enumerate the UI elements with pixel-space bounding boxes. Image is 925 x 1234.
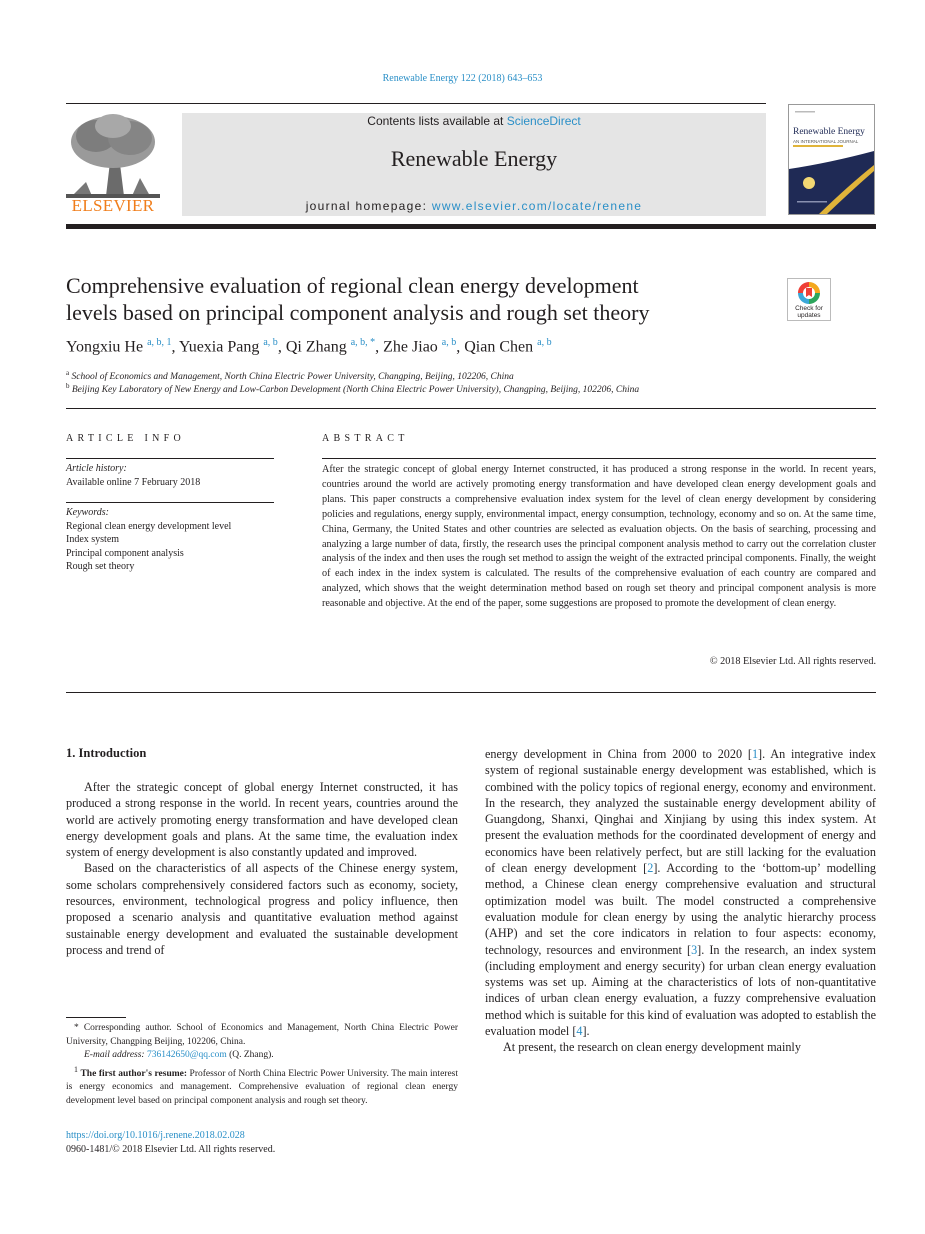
abstract-copyright: © 2018 Elsevier Ltd. All rights reserved. <box>709 656 876 667</box>
author-separator: , <box>171 338 179 356</box>
corresponding-text: Corresponding author. School of Economics and Management, North China Electric Power University, Changping Beijing, 102206, China. <box>66 1023 459 1047</box>
abstract-text: After the strategic concept of global energy Internet constructed, it has produced a strong response in the world. In recent years, countries around the world are actively promoting energy transformation and have developed clean energy development goals and plans. This paper constructs a comprehensive evaluation index system for the level of clean energy development by considering policies and regulations, energy supply, environmental impact, energy consumption, technology, economy and so on. At the same time, China, Germany, the United States and other countries are selected as evaluation objects. On the basis of searching, processing and analyzing a large number of data, firstly, the research uses the principal component analysis method to carry out the correlation cluster analysis of the index and then uses the rough set method to assign the weight of the extracted principal components. Finally, the weight of each index in the index system is calculated. The results of the comprehensive evaluation of each country are compared and analyzed, which shows that the weight determination method based on rough set theory and principal component analysis is more reasonable and objective. At the end of the paper, some suggestions are proposed to promote the development of clean energy. <box>322 464 876 610</box>
footnote-rule <box>66 1017 126 1018</box>
body-paragraph: At present, the research on clean energy development mainly <box>503 1040 801 1055</box>
footnote-mark: 1 <box>74 1064 78 1074</box>
author-name: Yongxiu He <box>66 338 144 356</box>
resume-text: Professor of North China Electric Power University. The main interest is energy economics and management. Comprehensive evaluation of regional clean energy development level based on principal component analysis and rough set theory. <box>66 1068 458 1106</box>
body-text: ]. An integrative index system of regional sustainable energy development was established, which is combined with the policy topics of regional energy, economy and environment. In the research, they analyzed the sustainable energy development ability of Guangdong, Shanxi, Qinghai and Xinjiang by using this index system. At present the evaluation methods for the coordinated development of energy and economics have been relatively perfect, but are still lacking for the evaluation of clean energy development [ <box>485 747 876 876</box>
body-paragraph: After the strategic concept of global energy Internet constructed, it has produced a strong response in the world. In recent years, countries around the world are actively promoting energy transformation and have developed clean energy development goals and plans. At the same time, the evaluation index system of energy development is also constantly updated and improved. <box>66 780 458 860</box>
journal-citation[interactable]: Renewable Energy 122 (2018) 643–653 <box>382 73 543 84</box>
affiliation-b <box>66 382 639 395</box>
footnote-mark: * <box>74 1023 79 1033</box>
title-line-1: Comprehensive evaluation of regional clean energy development <box>66 273 639 298</box>
article-history <box>66 462 200 489</box>
title-divider <box>66 408 876 409</box>
citation-link[interactable]: 3 <box>691 942 698 957</box>
journal-name: Renewable Energy <box>390 146 558 171</box>
resume-label: The first author's resume: <box>80 1068 188 1079</box>
body-left-column <box>66 779 458 958</box>
email-suffix: (Q. Zhang). <box>229 1050 274 1060</box>
check-for-updates-badge[interactable] <box>787 278 831 321</box>
author-affiliation-marks[interactable]: a, b, 1 <box>147 337 172 348</box>
body-text: energy development in China from 2000 to 2020 [ <box>485 747 752 761</box>
elsevier-logo <box>66 112 160 216</box>
affiliation-text: School of Economics and Management, North China Electric Power University, Changping, Beijing, 102206, China <box>71 372 514 383</box>
resume-footnote <box>66 1063 458 1109</box>
keywords-block <box>66 506 231 574</box>
history-label: Article history: <box>66 463 127 474</box>
homepage-prefix: journal homepage: <box>305 199 432 213</box>
elsevier-tree-icon <box>66 112 160 198</box>
cover-title: Renewable Energy <box>793 127 865 137</box>
author-affiliation-marks[interactable]: a, b <box>263 337 278 348</box>
author-separator: , <box>277 338 286 356</box>
keyword: Principal component analysis <box>66 547 184 559</box>
email-link[interactable]: 736142650@qq.com <box>146 1050 227 1060</box>
homepage-link[interactable]: www.elsevier.com/locate/renene <box>431 199 643 213</box>
affiliation-mark: b <box>66 382 70 390</box>
author-name: Qi Zhang <box>285 338 347 356</box>
header-rule <box>66 103 766 104</box>
doi-link[interactable]: https://doi.org/10.1016/j.renene.2018.02.028 <box>66 1130 245 1141</box>
crossmark-label-2: updates <box>797 312 821 319</box>
email-footnote <box>66 1049 458 1063</box>
journal-banner <box>182 113 766 216</box>
body-text: ]. In the research, an index system (including employment and energy security) for urban clean energy evaluation systems was set up. Aiming at the characteristics of lots of non-quantitative indices of urban clean energy evaluation, a fuzzy comprehensive evaluation method which is suitable for this kind of evaluation was adopted to establish the evaluation model [ <box>485 942 876 1039</box>
elsevier-wordmark: ELSEVIER <box>71 196 155 215</box>
article-info-rule <box>66 458 274 459</box>
body-text: ]. <box>582 1024 590 1039</box>
footnotes <box>66 1022 458 1108</box>
contents-prefix: Contents lists available at <box>367 114 507 128</box>
article-title <box>66 272 766 326</box>
author-name: Qian Chen <box>464 338 534 356</box>
title-line-2: levels based on principal component analysis and rough set theory <box>66 300 650 325</box>
abstract-heading: ABSTRACT <box>322 433 409 444</box>
affiliation-a <box>66 369 514 382</box>
crossmark-label-1: Check for <box>795 305 823 312</box>
sciencedirect-link[interactable]: ScienceDirect <box>506 114 581 128</box>
author-separator: , <box>375 338 384 356</box>
history-value: Available online 7 February 2018 <box>66 476 201 488</box>
affiliation-text: Beijing Key Laboratory of New Energy and Low-Carbon Development (North China Electric Power University), Changping, Beijing, 102206, China <box>71 385 640 396</box>
homepage-line <box>182 199 766 213</box>
keyword: Index system <box>66 534 120 545</box>
contents-line <box>182 114 766 128</box>
citation-link[interactable]: 4 <box>576 1024 583 1039</box>
article-info-heading: ARTICLE INFO <box>66 433 186 444</box>
crossmark-label <box>788 305 830 319</box>
issn-line: 0960-1481/© 2018 Elsevier Ltd. All rights reserved. <box>66 1144 276 1155</box>
cover-subtitle: AN INTERNATIONAL JOURNAL <box>793 139 859 144</box>
author-list <box>66 337 552 356</box>
corresponding-footnote <box>66 1022 458 1049</box>
citation-link[interactable]: 2 <box>647 861 654 876</box>
keyword: Rough set theory <box>66 561 135 572</box>
body-paragraph: Based on the characteristics of all aspects of the Chinese energy system, some scholars comprehensively considered factors such as economy, society, resources, environment, technological progress and policy influence, then proposed a scenario analysis and quantitative evaluation method against sustainable energy development and evaluated the sustainable development process and trend of <box>66 861 458 957</box>
author-affiliation-marks[interactable]: a, b, * <box>350 337 376 348</box>
keyword: Regional clean energy development level <box>66 520 232 532</box>
body-text: ]. According to the ‘bottom-up’ modelling method, a Chinese clean energy comprehensive evaluation and structural optimization model was built. The model constructed a comprehensive evaluation module for clean energy by using the analytic hierarchy process (AHP) and set the core indicators in relation to four aspects: economy, technology, resources and environment [ <box>485 861 877 957</box>
affiliation-mark: a <box>66 369 70 377</box>
section-heading-introduction: 1. Introduction <box>66 746 147 760</box>
keywords-label: Keywords: <box>66 507 109 518</box>
body-paragraph <box>485 746 876 1039</box>
crossmark-icon <box>788 280 830 306</box>
abstract-rule <box>322 458 876 459</box>
author-name: Yuexia Pang <box>178 338 260 356</box>
keywords-rule <box>66 502 274 503</box>
author-affiliation-marks[interactable]: a, b <box>537 337 552 348</box>
abstract-divider <box>66 692 876 693</box>
email-label: E-mail address: <box>84 1050 145 1060</box>
header-thick-rule <box>66 224 876 229</box>
citation-link[interactable]: 1 <box>751 747 759 761</box>
author-separator: , <box>456 338 465 356</box>
cover-art-icon <box>789 105 874 214</box>
journal-cover[interactable] <box>788 104 875 215</box>
author-affiliation-marks[interactable]: a, b <box>441 337 457 348</box>
author-name: Zhe Jiao <box>383 338 438 356</box>
body-right-column <box>485 746 876 1056</box>
